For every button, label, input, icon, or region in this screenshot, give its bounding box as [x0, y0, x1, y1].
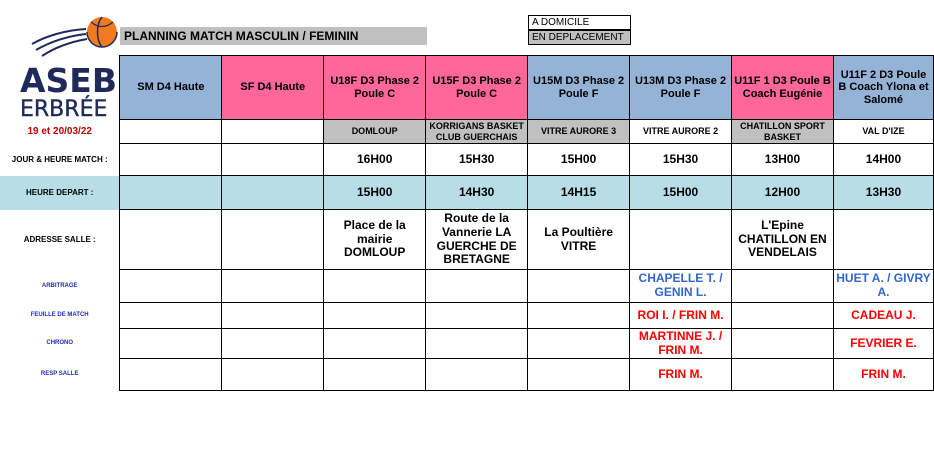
- address-cell: Place de la mairie DOMLOUP: [324, 210, 426, 270]
- address-row: [0, 210, 934, 270]
- chrono-cell: FEVRIER E.: [833, 329, 933, 359]
- opponent-cell: VAL D'IZE: [833, 120, 933, 144]
- opponent-cell: KORRIGANS BASKET CLUB GUERCHAIS: [426, 120, 528, 144]
- sheet-cell: [324, 303, 426, 329]
- address-cell: [120, 210, 222, 270]
- departure-cell: 15H00: [324, 176, 426, 210]
- row-label: ADRESSE SALLE :: [0, 210, 120, 270]
- hall-cell: [120, 359, 222, 391]
- departure-cell: 14H15: [528, 176, 630, 210]
- sheet-cell: CADEAU J.: [833, 303, 933, 329]
- chrono-row: [0, 329, 934, 359]
- referee-cell: [120, 270, 222, 303]
- page-title: PLANNING MATCH MASCULIN / FEMININ: [120, 27, 427, 45]
- hall-cell: [222, 359, 324, 391]
- opponent-cell: DOMLOUP: [324, 120, 426, 144]
- schedule-table: [0, 55, 934, 391]
- address-cell: La Poultière VITRE: [528, 210, 630, 270]
- time-cell: 16H00: [324, 144, 426, 176]
- chrono-cell: [120, 329, 222, 359]
- match-sheet-row: [0, 303, 934, 329]
- referee-row: [0, 270, 934, 303]
- chrono-cell: [324, 329, 426, 359]
- time-cell: [120, 144, 222, 176]
- row-label: CHRONO: [0, 329, 120, 359]
- row-label: RESP SALLE: [0, 359, 120, 391]
- team-header: U11F 1 D3 Poule B Coach Eugénie: [732, 56, 834, 120]
- departure-cell: [222, 176, 324, 210]
- team-header: U15F D3 Phase 2 Poule C: [426, 56, 528, 120]
- logo-top-text: ASEB: [20, 61, 118, 100]
- team-header-row: [0, 56, 934, 120]
- hall-cell: [426, 359, 528, 391]
- row-label: FEUILLE DE MATCH: [0, 303, 120, 329]
- address-cell: Route de la Vannerie LA GUERCHE DE BRETAGNE: [426, 210, 528, 270]
- sheet-cell: [732, 303, 834, 329]
- sheet-cell: [222, 303, 324, 329]
- sheet-cell: [120, 303, 222, 329]
- opponent-cell: CHATILLON SPORT BASKET: [732, 120, 834, 144]
- team-header: U15M D3 Phase 2 Poule F: [528, 56, 630, 120]
- sheet-cell: [528, 303, 630, 329]
- hall-cell: FRIN M.: [630, 359, 732, 391]
- hall-cell: [528, 359, 630, 391]
- opponent-cell: VITRE AURORE 3: [528, 120, 630, 144]
- logo-cell: [0, 56, 120, 120]
- team-header: U11F 2 D3 Poule B Coach Ylona et Salomé: [833, 56, 933, 120]
- time-cell: 15H30: [630, 144, 732, 176]
- departure-cell: 14H30: [426, 176, 528, 210]
- address-cell: [833, 210, 933, 270]
- row-label: JOUR & HEURE MATCH :: [0, 144, 120, 176]
- time-cell: 14H00: [833, 144, 933, 176]
- departure-cell: 12H00: [732, 176, 834, 210]
- sheet-cell: [426, 303, 528, 329]
- team-header: SM D4 Haute: [120, 56, 222, 120]
- row-label: ARBITRAGE: [0, 270, 120, 303]
- departure-row: [0, 176, 934, 210]
- match-time-row: [0, 144, 934, 176]
- sheet-cell: ROI I. / FRIN M.: [630, 303, 732, 329]
- chrono-cell: [528, 329, 630, 359]
- date-label: 19 et 20/03/22: [0, 120, 120, 144]
- opponent-cell: VITRE AURORE 2: [630, 120, 732, 144]
- time-cell: [222, 144, 324, 176]
- team-header: SF D4 Haute: [222, 56, 324, 120]
- time-cell: 13H00: [732, 144, 834, 176]
- opponent-cell: [120, 120, 222, 144]
- team-header: U13M D3 Phase 2 Poule F: [630, 56, 732, 120]
- chrono-cell: [222, 329, 324, 359]
- logo-bottom-text: ERBRÉE: [20, 97, 108, 120]
- hall-cell: [324, 359, 426, 391]
- address-cell: [630, 210, 732, 270]
- referee-cell: [324, 270, 426, 303]
- referee-cell: CHAPELLE T. / GENIN L.: [630, 270, 732, 303]
- hall-cell: [732, 359, 834, 391]
- address-cell: L'Epine CHATILLON EN VENDELAIS: [732, 210, 834, 270]
- time-cell: 15H30: [426, 144, 528, 176]
- hall-manager-row: [0, 359, 934, 391]
- departure-cell: 13H30: [833, 176, 933, 210]
- referee-cell: [426, 270, 528, 303]
- departure-cell: 15H00: [630, 176, 732, 210]
- hall-cell: FRIN M.: [833, 359, 933, 391]
- legend-home: A DOMICILE: [528, 15, 631, 30]
- referee-cell: [222, 270, 324, 303]
- opponent-row: [0, 120, 934, 144]
- referee-cell: [732, 270, 834, 303]
- referee-cell: HUET A. / GIVRY A.: [833, 270, 933, 303]
- time-cell: 15H00: [528, 144, 630, 176]
- chrono-cell: [732, 329, 834, 359]
- address-cell: [222, 210, 324, 270]
- team-header: U18F D3 Phase 2 Poule C: [324, 56, 426, 120]
- row-label: HEURE DEPART :: [0, 176, 120, 210]
- chrono-cell: MARTINNE J. / FRIN M.: [630, 329, 732, 359]
- referee-cell: [528, 270, 630, 303]
- legend-away: EN DEPLACEMENT: [528, 30, 631, 45]
- chrono-cell: [426, 329, 528, 359]
- opponent-cell: [222, 120, 324, 144]
- departure-cell: [120, 176, 222, 210]
